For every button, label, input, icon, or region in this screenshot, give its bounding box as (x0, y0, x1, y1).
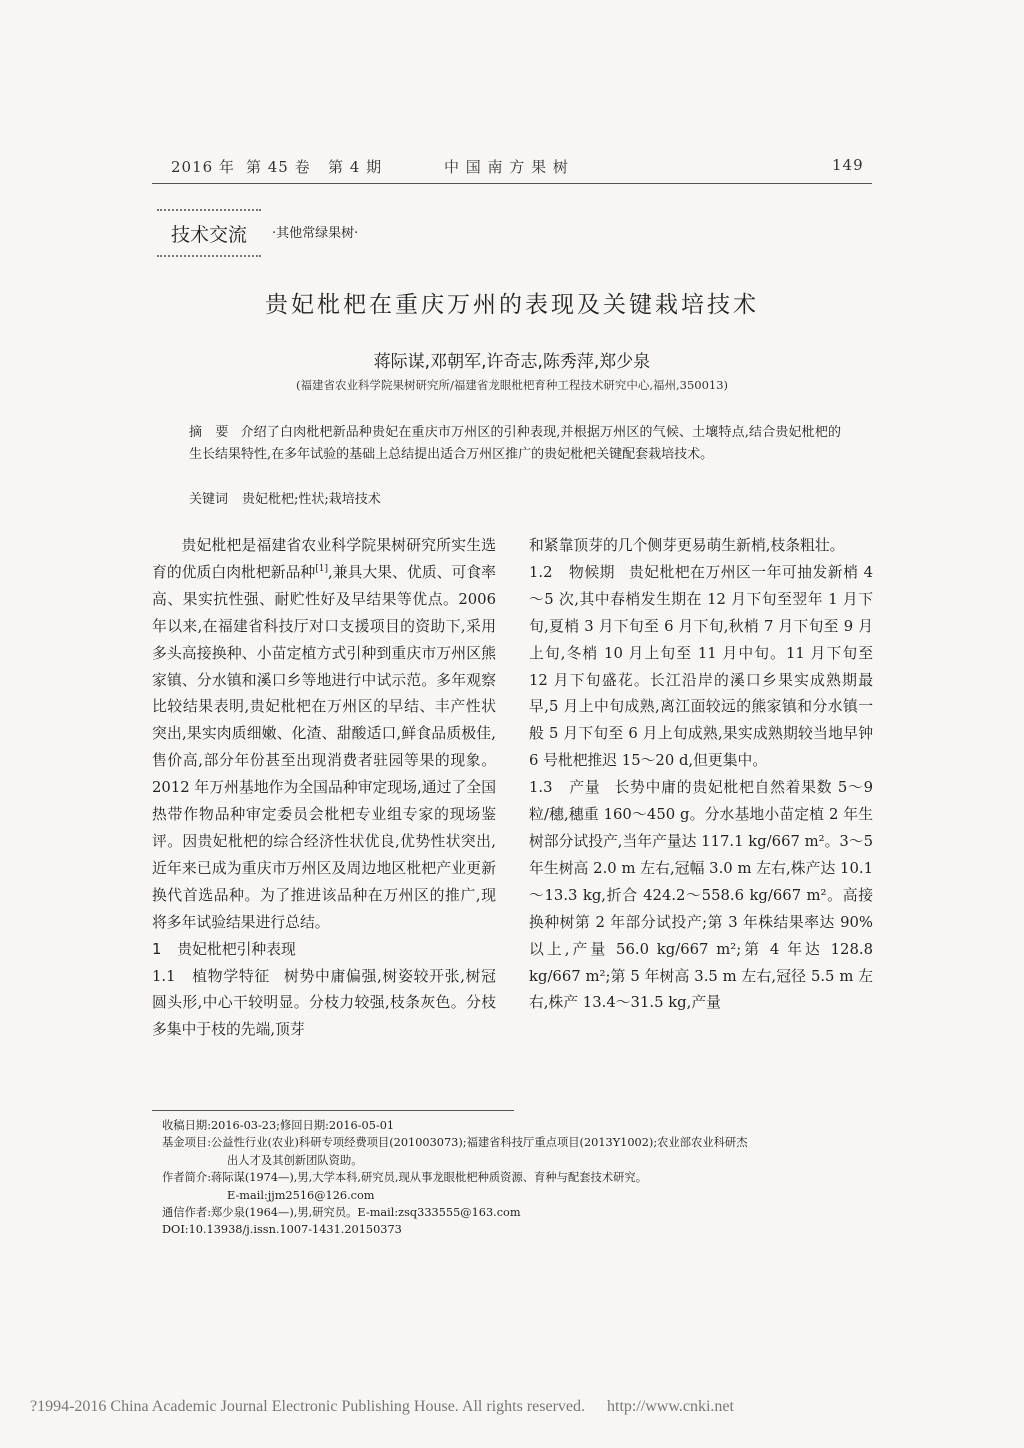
fund-label: 基金项目: (162, 1136, 211, 1150)
body-column-right (529, 533, 873, 1017)
section-1-3 (529, 775, 873, 1017)
section-1-1-continued: 和紧靠顶芽的几个侧芽更易萌生新梢,枝条粗壮。 (529, 537, 845, 554)
received-label: 收稿日期: (162, 1119, 211, 1132)
copyright-line (30, 1398, 734, 1416)
author-text: 蒋际谋(1974—),男,大学本科,研究员,现从事龙眼枇杷种质资源、育种与配套技术研究。 (211, 1171, 648, 1185)
section-1-heading (152, 937, 496, 964)
intro-text-a: 贵妃枇杷是福建省农业科学院果树研究所实生选育的优质白肉枇杷新品种 (152, 537, 496, 581)
abstract-text: 介绍了白肉枇杷新品种贵妃在重庆市万州区的引种表现,并根据万州区的气候、土壤特点,结合贵妃枇杷的生长结果特性,在多年试验的基础上总结提出适合万州区推广的贵妃枇杷关键配套栽培技术。 (189, 425, 841, 462)
header-page-number: 149 (832, 156, 864, 174)
abstract-label: 摘 要 (189, 425, 229, 440)
header-issue: 第 4 期 (328, 158, 383, 176)
intro-paragraph (152, 533, 496, 937)
section-1-3-text: 长势中庸的贵妃枇杷自然着果数 5～9 粒/穗,穗重 160～450 g。分水基地小苗定植 2 年生树部分试投产,当年产量达 117.1 kg/667 m²。3～5 年生树高 2.0 m 左右,冠幅 3.0 m 左右,株产达 10.1～13.3 kg,折合 424.2～558.6 kg/667 m²。高接换种树第 2 年部分试投产;第 3 年株结果率达 90%以上,产量 56.0 kg/667 m²;第 4 年达 128.8 kg/667 m²;第 5 年树高 3.5 m 左右,冠径 5.5 m 左右,株产 13.4～31.5 kg,产量 (529, 779, 873, 1012)
corresponding-text: 郑少泉(1964—),男,研究员。E-mail:zsq333555@163.com (211, 1206, 521, 1220)
section-1-1-title: 植物学特征 (191, 967, 270, 985)
section-1-2-text: 贵妃枇杷在万州区一年可抽发新梢 4～5 次,其中春梢发生期在 12 月下旬至翌年 1 月下旬,夏梢 3 月下旬至 6 月下旬,秋梢 7 月下旬至 9 月上旬,冬梢 10 月上旬至 11 月中旬。11 月下旬至 12 月下旬盛花。长江沿岸的溪口乡果实成熟期最早,5 月上中旬成熟,离江面较远的熊家镇和分水镇一般 5 月下旬至 6 月上旬成熟,果实成熟期较当地早钟 6 号枇杷推迟 15～20 d,但更集中。 (529, 563, 873, 770)
footnote-author (162, 1169, 882, 1186)
header-journal: 中 国 南 方 果 树 (444, 158, 569, 176)
footnote-author-email: E-mail:jjm2516@126.com (227, 1188, 375, 1202)
header-year: 2016 年 (171, 158, 235, 176)
body-column-left (152, 533, 496, 1044)
section-1-1-number: 1.1 (152, 967, 176, 985)
section-subtitle: ·其他常绿果树· (272, 226, 359, 241)
section-1-title: 贵妃枇杷引种表现 (177, 940, 296, 958)
section-1-number: 1 (152, 940, 162, 958)
fund-text: 公益性行业(农业)科研专项经费项目(201003073);福建省科技厅重点项目(2013Y1002);农业部农业科研杰 (211, 1136, 748, 1150)
section-1-2-number: 1.2 (529, 563, 553, 581)
footnote-doi: DOI:10.13938/j.issn.1007-1431.20150373 (162, 1223, 402, 1237)
footnote-corresponding (162, 1204, 882, 1221)
section-1-1 (152, 964, 496, 1045)
footnote-received (162, 1117, 882, 1134)
section-1-3-number: 1.3 (529, 779, 553, 797)
citation-ref: [1] (315, 563, 329, 574)
intro-text-b: ,兼具大果、优质、可食率高、果实抗性强、耐贮性好及早结果等优点。2006 年以来,在福建省科技厅对口支援项目的资助下,采用多头高接换种、小苗定植方式引种到重庆市万州区熊家镇、分水镇和溪口乡等地进行中试示范。多年观察比较结果表明,贵妃枇杷在万州区的早结、丰产性状突出,果实肉质细嫩、化渣、甜酸适口,鲜食品质极佳,售价高,部分年份甚至出现消费者驻园等果的现象。2012 年万州基地作为全国品种审定现场,通过了全国热带作物品种审定委员会枇杷专业组专家的现场鉴评。因贵妃枇杷的综合经济性状优良,优势性状突出,近年来已成为重庆市万州区及周边地区枇杷产业更新换代首选品种。为了推进该品种在万州区的推广,现将多年试验结果进行总结。 (152, 563, 496, 931)
header-rule (152, 183, 872, 184)
cnki-link[interactable]: http://www.cnki.net (607, 1398, 734, 1415)
article-affiliation: (福建省农业科学院果树研究所/福建省龙眼枇杷育种工程技术研究中心,福州,350013) (295, 378, 729, 392)
keywords-text: 贵妃枇杷;性状;栽培技术 (242, 492, 381, 507)
section-1-1-text: 树势中庸偏强,树姿较开张,树冠圆头形,中心干较明显。分枝力较强,枝条灰色。分枝多集中于枝的先端,顶芽 (152, 967, 496, 1039)
footnote-fund-continued: 出人才及其创新团队资助。 (227, 1153, 363, 1167)
section-1-2-title: 物候期 (568, 563, 615, 581)
corresponding-label: 通信作者: (162, 1206, 211, 1220)
section-1-3-title: 产量 (568, 779, 601, 797)
keywords-label: 关键词 (189, 492, 229, 507)
header-volume: 第 45 卷 (246, 158, 311, 176)
footnote-fund (162, 1134, 882, 1151)
author-label: 作者简介: (162, 1171, 211, 1185)
section-tag (157, 209, 261, 257)
received-dates: 2016-03-23;修回日期:2016-05-01 (211, 1119, 395, 1132)
keywords (189, 488, 381, 507)
article-authors: 蒋际谋,邓朝军,许奇志,陈秀萍,郑少泉 (373, 352, 651, 372)
copyright-text: ?1994-2016 China Academic Journal Electronic Publishing House. All rights reserved. (30, 1398, 585, 1415)
article-title: 贵妃枇杷在重庆万州的表现及关键栽培技术 (265, 292, 759, 318)
footnote-rule (152, 1110, 514, 1111)
section-label: 技术交流 (170, 223, 247, 246)
footnotes (162, 1117, 882, 1239)
abstract (189, 422, 841, 466)
section-1-2 (529, 560, 873, 775)
